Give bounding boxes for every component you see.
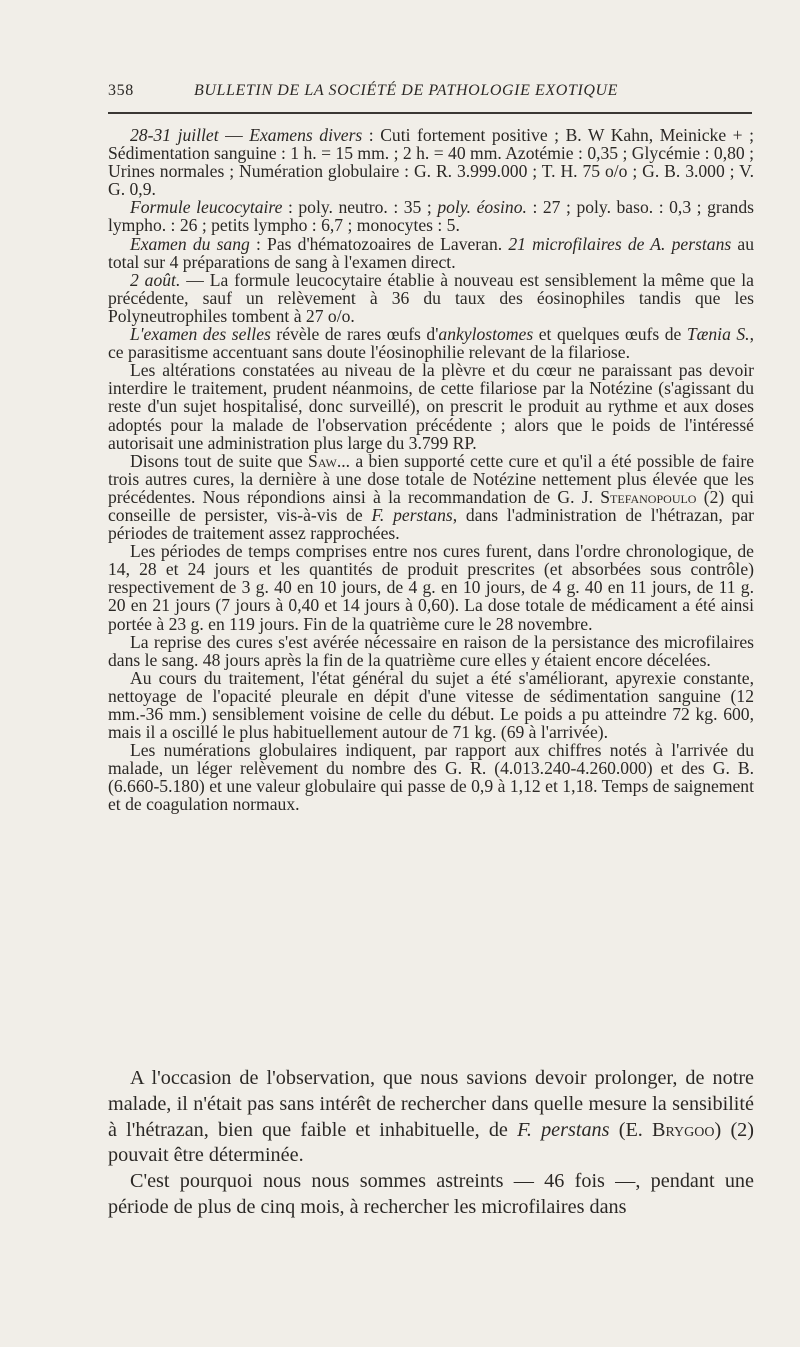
paragraph-text: : 27 ; poly. baso. : 0,3 ; grands lympho. : 26 ; petits lympho : 6,7 ; monocytes : 5. [108, 197, 754, 236]
section-label: Formule leucocytaire [130, 197, 283, 218]
paragraph-text: révèle de rares œufs d' [270, 324, 439, 345]
paragraph-text: : poly. neutro. : 35 ; [282, 197, 438, 218]
italic-term: 21 microfilaires de A. perstans [508, 233, 732, 254]
paragraph-text: — La formule leucocytaire établie à nouveau est sensiblement la même que la précédente, sauf un relèvement à 36 du taux des éosinophiles tandis que les Polyneutrophiles tombent à 27 o/o. [108, 269, 754, 326]
italic-term: poly. éosino. [437, 197, 527, 218]
section-label: Examen du sang [130, 233, 250, 254]
paragraph-periodes [108, 542, 754, 632]
paragraph-examen-selles [108, 325, 754, 361]
paragraph-disons [108, 452, 754, 542]
paragraph-text: La reprise des cures s'est avérée nécessaire en raison de la persistance des microfilaires dans le sang. 48 jours après la fin de la quatrième cure elles y étaient encore décelées. [108, 631, 754, 670]
main-body-text [108, 1066, 754, 1221]
paragraph-reprise [108, 633, 754, 669]
section-label: Examens divers [249, 125, 363, 145]
italic-term: Tænia S. [686, 324, 750, 345]
italic-term: F. perstans [371, 504, 453, 525]
paragraph-text: Disons tout de suite que [130, 450, 309, 471]
paragraph-text: : Cuti fortement positive ; B. W Kahn, Meinicke + ; Sédimentation sanguine : 1 h. = 15 mm. ; 2 h. = 40 mm. Azotémie : 0,35 ; Glycémie : 0,80 ; Urines normales ; Numération globulaire : G. R. 3.999.000 ; T. H. 75 o/o ; G. B. 3.000 ; V. G. 0,9. [108, 125, 755, 200]
italic-term: ankylostomes [438, 324, 534, 345]
running-title: BULLETIN DE LA SOCIÉTÉ DE PATHOLOGIE EXOTIQUE [194, 82, 619, 99]
paragraph-text: , dans l'administration de l'hétrazan, par périodes de traitement assez rapprochées. [108, 504, 754, 544]
paragraph-text: Les altérations constatées au niveau de la plèvre et du cœur ne paraissant pas devoir interdire le traitement, prudent néanmoins, de cette filariose par la Notézine (s'agissant du reste d'un sujet hospitalisé, donc surveillé), on prescrit le produit au rythme et aux doses adoptés pour la malade de l'observation précédente ; alors que le poids de l'intéressé autorisait une administration plus large du 3.799 RP. [108, 360, 754, 453]
paragraph-text: ) (2) pouvait être déterminée. [108, 1118, 754, 1167]
date-label: 28-31 juillet [130, 125, 219, 145]
paragraph-examens-divers: 28-31 juillet — Examens divers : Cuti fortement positive ; B. W Kahn, Meinicke + ; Sédimentation sanguine : 1 h. = 15 mm. ; 2 h. = 40 mm. Azotémie : 0,35 ; Glycémie : 0,80 ; Urines normales ; Numération globulaire : G. R. 3.999.000 ; T. H. 75 o/o ; G. B. 3.000 ; V. G. 0,9. [108, 125, 755, 200]
paragraph-text: au total sur 4 préparations de sang à l'examen direct. [108, 233, 755, 272]
author-name: Brygoo [652, 1118, 715, 1141]
paragraph-examen-sang [108, 235, 754, 271]
paragraph-text: : Pas d'hématozoaires de Laveran. [249, 233, 509, 254]
paragraph-au-cours [108, 669, 754, 741]
paragraph-text: et quelques œufs de [533, 324, 687, 345]
paragraph-text: , ce parasitisme accentuant sans doute l'éosinophilie relevant de la filariose. [108, 324, 754, 363]
paragraph-text: Les périodes de temps comprises entre nos cures furent, dans l'ordre chronologique, de 14, 28 et 24 jours et les quantités de produit prescrites (et absorbées sous contrôle) respectivement de 3 g. 40 en 10 jours, de 4 g. en 10 jours, de 4 g. 40 en 11 jours, de 11 g. 20 en 21 jours (7 jours à 0,40 et 14 jours à 0,60). La dose totale de médicament a été ainsi portée à 23 g. en 119 jours. Fin de la quatrième cure le 28 novembre. [108, 541, 754, 634]
paragraph-alterations [108, 361, 754, 451]
paragraph-occasion [108, 1066, 754, 1169]
date-label: 2 août. [130, 269, 181, 290]
paragraph-text: Les numérations globulaires indiquent, par rapport aux chiffres notés à l'arrivée du malade, un léger relèvement du nombre des G. R. (4.013.240-4.260.000) et des G. B. (6.660-5.180) et une valeur globulaire qui passe de 0,9 à 1,12 et 1,18. Temps de saignement et de coagulation normaux. [108, 740, 754, 815]
paragraph-text: ... a bien supporté cette cure et qu'il a été possible de faire trois autres cures, la dernière à une dose totale de Notézine nettement plus élevée que les précédentes. Nous répondions ainsi à la recommandation de G. J. [108, 450, 754, 507]
paragraph-numerations [108, 741, 754, 813]
paragraph-text: (E. [609, 1118, 653, 1141]
paragraph-text: Au cours du traitement, l'état général du sujet a été s'améliorant, apyrexie constante, nettoyage de l'opacité pleurale en dépit d'une vitesse de sédimentation sanguine (12 mm.-36 mm.) sensiblement voisine de celle du début. Le poids a pu atteindre 72 kg. 600, mais il a oscillé le plus habituellement autour de 71 kg. (69 à l'arrivée). [108, 667, 754, 743]
italic-term: F. perstans [517, 1118, 610, 1141]
observation-notes [108, 126, 754, 814]
section-label: L'examen des selles [130, 324, 271, 345]
paragraph-pourquoi [108, 1169, 754, 1221]
paragraph-2-aout [108, 271, 754, 325]
page-number: 358 [108, 82, 134, 99]
paragraph-text: (2) qui conseille de persister, vis-à-vis de [108, 486, 754, 525]
author-name: Stefanopoulo [600, 486, 697, 507]
paragraph-text: A l'occasion de l'observation, que nous savions devoir prolonger, de notre malade, il n'était pas sans intérêt de rechercher dans quelle mesure la sensibilité à l'hétrazan, bien que faible et inhabituelle, de [108, 1067, 754, 1141]
paragraph-formule-leucocytaire [108, 198, 754, 234]
paragraph-text: C'est pourquoi nous nous sommes astreints — 46 fois —, pendant une période de plus de cinq mois, à rechercher les microfilaires dans [108, 1170, 754, 1218]
header-rule [108, 112, 752, 114]
patient-name: Saw [308, 450, 337, 471]
